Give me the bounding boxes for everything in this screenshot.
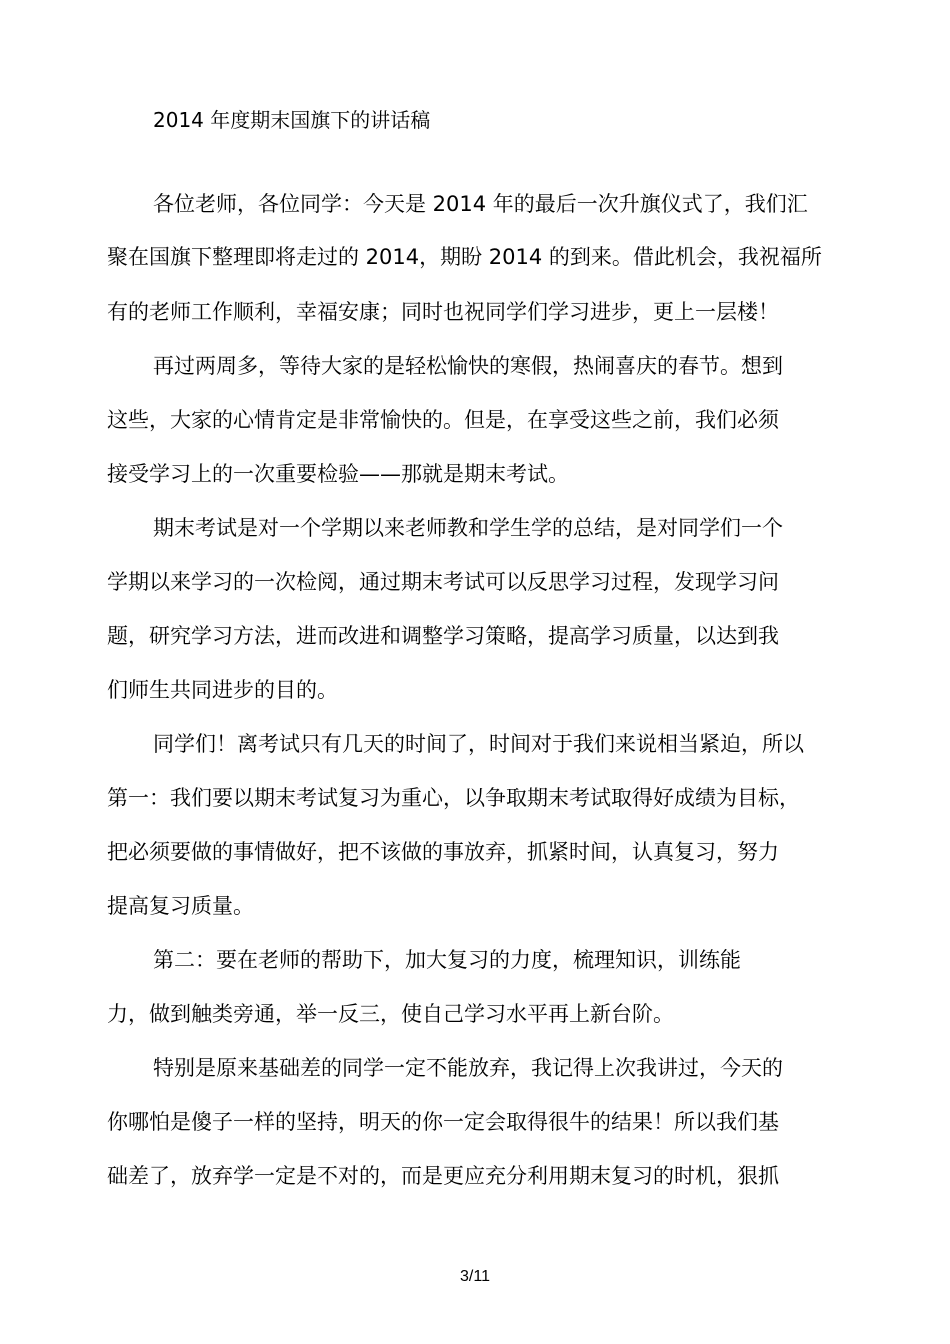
text-line: 你哪怕是傻子一样的坚持，明天的你一定会取得很牛的结果！所以我们基	[107, 1110, 779, 1134]
text-line: 各位老师，各位同学：今天是 2014 年的最后一次升旗仪式了，我们汇	[153, 192, 808, 216]
text-line: 特别是原来基础差的同学一定不能放弃，我记得上次我讲过，今天的	[153, 1056, 783, 1080]
text-line: 力，做到触类旁通，举一反三，使自己学习水平再上新台阶。	[107, 1002, 674, 1026]
text-line: 同学们！离考试只有几天的时间了，时间对于我们来说相当紧迫，所以	[153, 732, 804, 756]
text-line: 题，研究学习方法，进而改进和调整学习策略，提高学习质量，以达到我	[107, 624, 779, 648]
text-line: 础差了，放弃学一定是不对的，而是更应充分利用期末复习的时机，狠抓	[107, 1164, 779, 1188]
document-title: 2014 年度期末国旗下的讲话稿	[153, 108, 431, 132]
text-line: 聚在国旗下整理即将走过的 2014，期盼 2014 的到来。借此机会，我祝福所	[107, 245, 822, 269]
text-line: 第二：要在老师的帮助下，加大复习的力度，梳理知识，训练能	[153, 948, 741, 972]
text-line: 提高复习质量。	[107, 894, 254, 918]
text-line: 们师生共同进步的目的。	[107, 678, 338, 702]
page-number: 3/11	[460, 1268, 490, 1285]
text-line: 这些，大家的心情肯定是非常愉快的。但是，在享受这些之前，我们必须	[107, 408, 779, 432]
text-line: 学期以来学习的一次检阅，通过期末考试可以反思学习过程，发现学习问	[107, 570, 779, 594]
text-line: 再过两周多，等待大家的是轻松愉快的寒假，热闹喜庆的春节。想到	[153, 354, 783, 378]
text-line: 接受学习上的一次重要检验——那就是期末考试。	[107, 462, 569, 486]
text-line: 把必须要做的事情做好，把不该做的事放弃，抓紧时间，认真复习，努力	[107, 840, 779, 864]
text-line: 期末考试是对一个学期以来老师教和学生学的总结，是对同学们一个	[153, 516, 783, 540]
text-line: 第一：我们要以期末考试复习为重心，以争取期末考试取得好成绩为目标，	[107, 786, 800, 810]
text-line: 有的老师工作顺利，幸福安康；同时也祝同学们学习进步，更上一层楼！	[107, 300, 779, 324]
